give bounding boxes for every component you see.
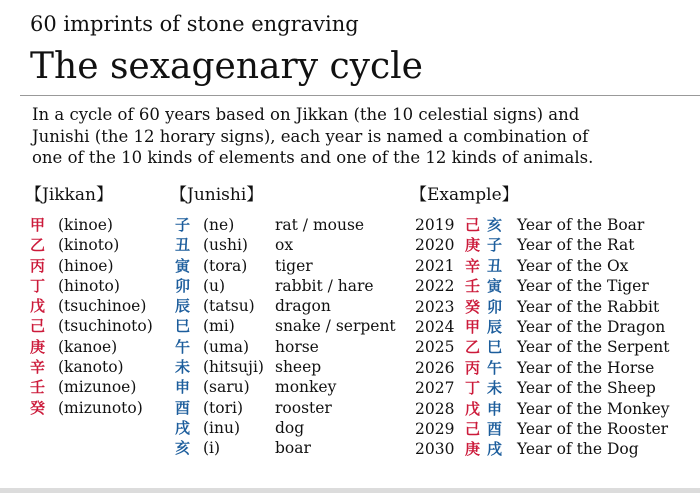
example-jikkan-kanji: 庚 <box>465 440 481 459</box>
list-item <box>30 316 170 336</box>
junishi-kanji: 午 <box>175 337 191 356</box>
list-item <box>415 419 695 439</box>
list-item <box>175 215 405 235</box>
example-year: 2019 <box>415 216 455 234</box>
example-jikkan-kanji: 甲 <box>465 317 481 336</box>
junishi-meaning: boar <box>275 439 311 458</box>
list-item <box>415 235 695 255</box>
junishi-kanji: 巳 <box>175 317 191 336</box>
junishi-meaning: ox <box>275 236 294 255</box>
list-item <box>175 235 405 255</box>
jikkan-reading: (hinoto) <box>58 276 120 295</box>
junishi-heading: 【Junishi】 <box>170 185 264 205</box>
example-junishi-kanji: 子 <box>487 236 503 255</box>
list-item <box>175 438 405 458</box>
list-item <box>30 337 170 357</box>
list-item <box>415 276 695 296</box>
list-item <box>175 337 405 357</box>
jikkan-kanji: 壬 <box>30 378 46 397</box>
jikkan-reading: (tsuchinoe) <box>58 297 147 316</box>
jikkan-kanji: 戊 <box>30 297 46 316</box>
junishi-meaning: sheep <box>275 358 322 377</box>
example-year: 2023 <box>415 297 455 316</box>
jikkan-kanji: 辛 <box>30 358 46 377</box>
list-item <box>415 378 695 398</box>
list-item <box>175 377 405 397</box>
junishi-meaning: monkey <box>275 378 337 397</box>
bottom-divider <box>0 488 700 493</box>
jikkan-reading: (kanoe) <box>58 337 118 356</box>
example-year: 2026 <box>415 358 455 377</box>
list-item <box>175 357 405 377</box>
example-label: Year of the Dragon <box>517 317 666 336</box>
intro-line: one of the 10 kinds of elements and one of the 12 kinds of animals. <box>32 148 594 167</box>
example-year: 2030 <box>415 440 455 459</box>
junishi-reading: (i) <box>203 439 221 458</box>
junishi-kanji: 申 <box>175 378 191 397</box>
junishi-kanji: 子 <box>175 216 191 234</box>
example-year: 2020 <box>415 236 455 255</box>
page-title: The sexagenary cycle <box>30 46 423 87</box>
jikkan-kanji: 甲 <box>30 216 46 234</box>
example-junishi-kanji: 巳 <box>487 338 503 357</box>
junishi-reading: (ne) <box>203 216 235 234</box>
list-item <box>30 256 170 276</box>
example-year: 2028 <box>415 399 455 418</box>
junishi-reading: (hitsuji) <box>203 358 264 377</box>
list-item <box>415 399 695 419</box>
example-jikkan-kanji: 乙 <box>465 338 481 357</box>
list-item <box>415 358 695 378</box>
example-heading: 【Example】 <box>410 185 519 205</box>
example-year: 2021 <box>415 256 455 275</box>
jikkan-reading: (kinoto) <box>58 236 120 255</box>
list-item <box>175 296 405 316</box>
example-junishi-kanji: 申 <box>487 399 503 418</box>
junishi-meaning: horse <box>275 337 319 356</box>
list-item <box>30 215 170 235</box>
example-label: Year of the Rooster <box>517 419 669 438</box>
jikkan-reading: (mizunoe) <box>58 378 137 397</box>
example-year: 2025 <box>415 338 455 357</box>
example-label: Year of the Boar <box>517 216 645 234</box>
junishi-reading: (tora) <box>203 256 248 275</box>
example-jikkan-kanji: 庚 <box>465 236 481 255</box>
junishi-reading: (saru) <box>203 378 250 397</box>
list-item <box>30 235 170 255</box>
jikkan-kanji: 癸 <box>30 398 46 417</box>
junishi-kanji: 戌 <box>175 418 191 437</box>
example-label: Year of the Ox <box>517 256 629 275</box>
junishi-kanji: 酉 <box>175 398 191 417</box>
example-label: Year of the Serpent <box>517 338 670 357</box>
junishi-meaning: snake / serpent <box>275 317 396 336</box>
example-jikkan-kanji: 辛 <box>465 256 481 275</box>
junishi-meaning: rooster <box>275 398 332 417</box>
junishi-reading: (uma) <box>203 337 250 356</box>
list-item <box>30 357 170 377</box>
junishi-list <box>175 215 405 459</box>
example-junishi-kanji: 辰 <box>487 317 503 336</box>
junishi-kanji: 丑 <box>175 236 191 255</box>
list-item <box>415 439 695 459</box>
junishi-reading: (u) <box>203 276 226 295</box>
example-junishi-kanji: 亥 <box>487 216 503 234</box>
example-junishi-kanji: 卯 <box>487 297 503 316</box>
list-item <box>175 256 405 276</box>
title-divider <box>20 95 700 96</box>
example-jikkan-kanji: 丙 <box>465 358 481 377</box>
example-list <box>415 215 695 460</box>
example-junishi-kanji: 丑 <box>487 256 503 275</box>
example-jikkan-kanji: 癸 <box>465 297 481 316</box>
junishi-reading: (inu) <box>203 418 241 437</box>
example-label: Year of the Sheep <box>517 379 656 398</box>
junishi-meaning: rat / mouse <box>275 216 365 234</box>
example-label: Year of the Rat <box>517 236 635 255</box>
list-item <box>415 337 695 357</box>
example-label: Year of the Monkey <box>517 399 670 418</box>
jikkan-kanji: 丁 <box>30 276 46 295</box>
example-label: Year of the Rabbit <box>517 297 660 316</box>
list-item <box>175 276 405 296</box>
list-item <box>415 317 695 337</box>
example-label: Year of the Horse <box>517 358 655 377</box>
example-jikkan-kanji: 壬 <box>465 277 481 296</box>
jikkan-reading: (mizunoto) <box>58 398 143 417</box>
jikkan-reading: (tsuchinoto) <box>58 317 153 336</box>
example-junishi-kanji: 午 <box>487 358 503 377</box>
jikkan-reading: (kinoe) <box>58 216 113 234</box>
list-item <box>30 276 170 296</box>
example-jikkan-kanji: 丁 <box>465 379 481 398</box>
example-year: 2027 <box>415 379 455 398</box>
list-item <box>175 418 405 438</box>
example-jikkan-kanji: 己 <box>465 216 481 234</box>
list-item <box>415 297 695 317</box>
intro-paragraph <box>32 104 692 169</box>
example-jikkan-kanji: 戊 <box>465 399 481 418</box>
junishi-kanji: 亥 <box>175 439 191 458</box>
jikkan-kanji: 庚 <box>30 337 46 356</box>
example-label: Year of the Tiger <box>517 277 649 296</box>
example-junishi-kanji: 未 <box>487 379 503 398</box>
list-item <box>30 398 170 418</box>
junishi-reading: (tatsu) <box>203 297 255 316</box>
jikkan-kanji: 乙 <box>30 236 46 255</box>
jikkan-kanji: 丙 <box>30 256 46 275</box>
junishi-kanji: 寅 <box>175 256 191 275</box>
example-year: 2022 <box>415 277 455 296</box>
junishi-kanji: 未 <box>175 358 191 377</box>
jikkan-reading: (kanoto) <box>58 358 124 377</box>
junishi-meaning: dragon <box>275 297 331 316</box>
example-label: Year of the Dog <box>517 440 639 459</box>
junishi-reading: (ushi) <box>203 236 248 255</box>
intro-line: Junishi (the 12 horary signs), each year is named a combination of <box>32 126 589 146</box>
list-item <box>30 296 170 316</box>
junishi-meaning: dog <box>275 418 305 437</box>
jikkan-list <box>30 215 170 418</box>
junishi-reading: (mi) <box>203 317 235 336</box>
list-item <box>30 377 170 397</box>
jikkan-heading: 【Jikkan】 <box>25 185 113 205</box>
example-year: 2024 <box>415 317 455 336</box>
junishi-meaning: tiger <box>275 256 313 275</box>
junishi-meaning: rabbit / hare <box>275 276 374 295</box>
jikkan-kanji: 己 <box>30 317 46 336</box>
example-junishi-kanji: 酉 <box>487 419 503 438</box>
list-item <box>415 256 695 276</box>
example-year: 2029 <box>415 419 455 438</box>
intro-line: In a cycle of 60 years based on Jikkan (the 10 celestial signs) and <box>32 105 580 124</box>
junishi-reading: (tori) <box>203 398 244 417</box>
page-subtitle: 60 imprints of stone engraving <box>30 12 359 36</box>
list-item <box>175 398 405 418</box>
junishi-kanji: 辰 <box>175 297 191 316</box>
jikkan-reading: (hinoe) <box>58 256 114 275</box>
junishi-kanji: 卯 <box>175 276 191 295</box>
example-junishi-kanji: 寅 <box>487 277 503 296</box>
example-jikkan-kanji: 己 <box>465 419 481 438</box>
list-item <box>415 215 695 235</box>
example-junishi-kanji: 戌 <box>487 440 503 459</box>
list-item <box>175 316 405 336</box>
